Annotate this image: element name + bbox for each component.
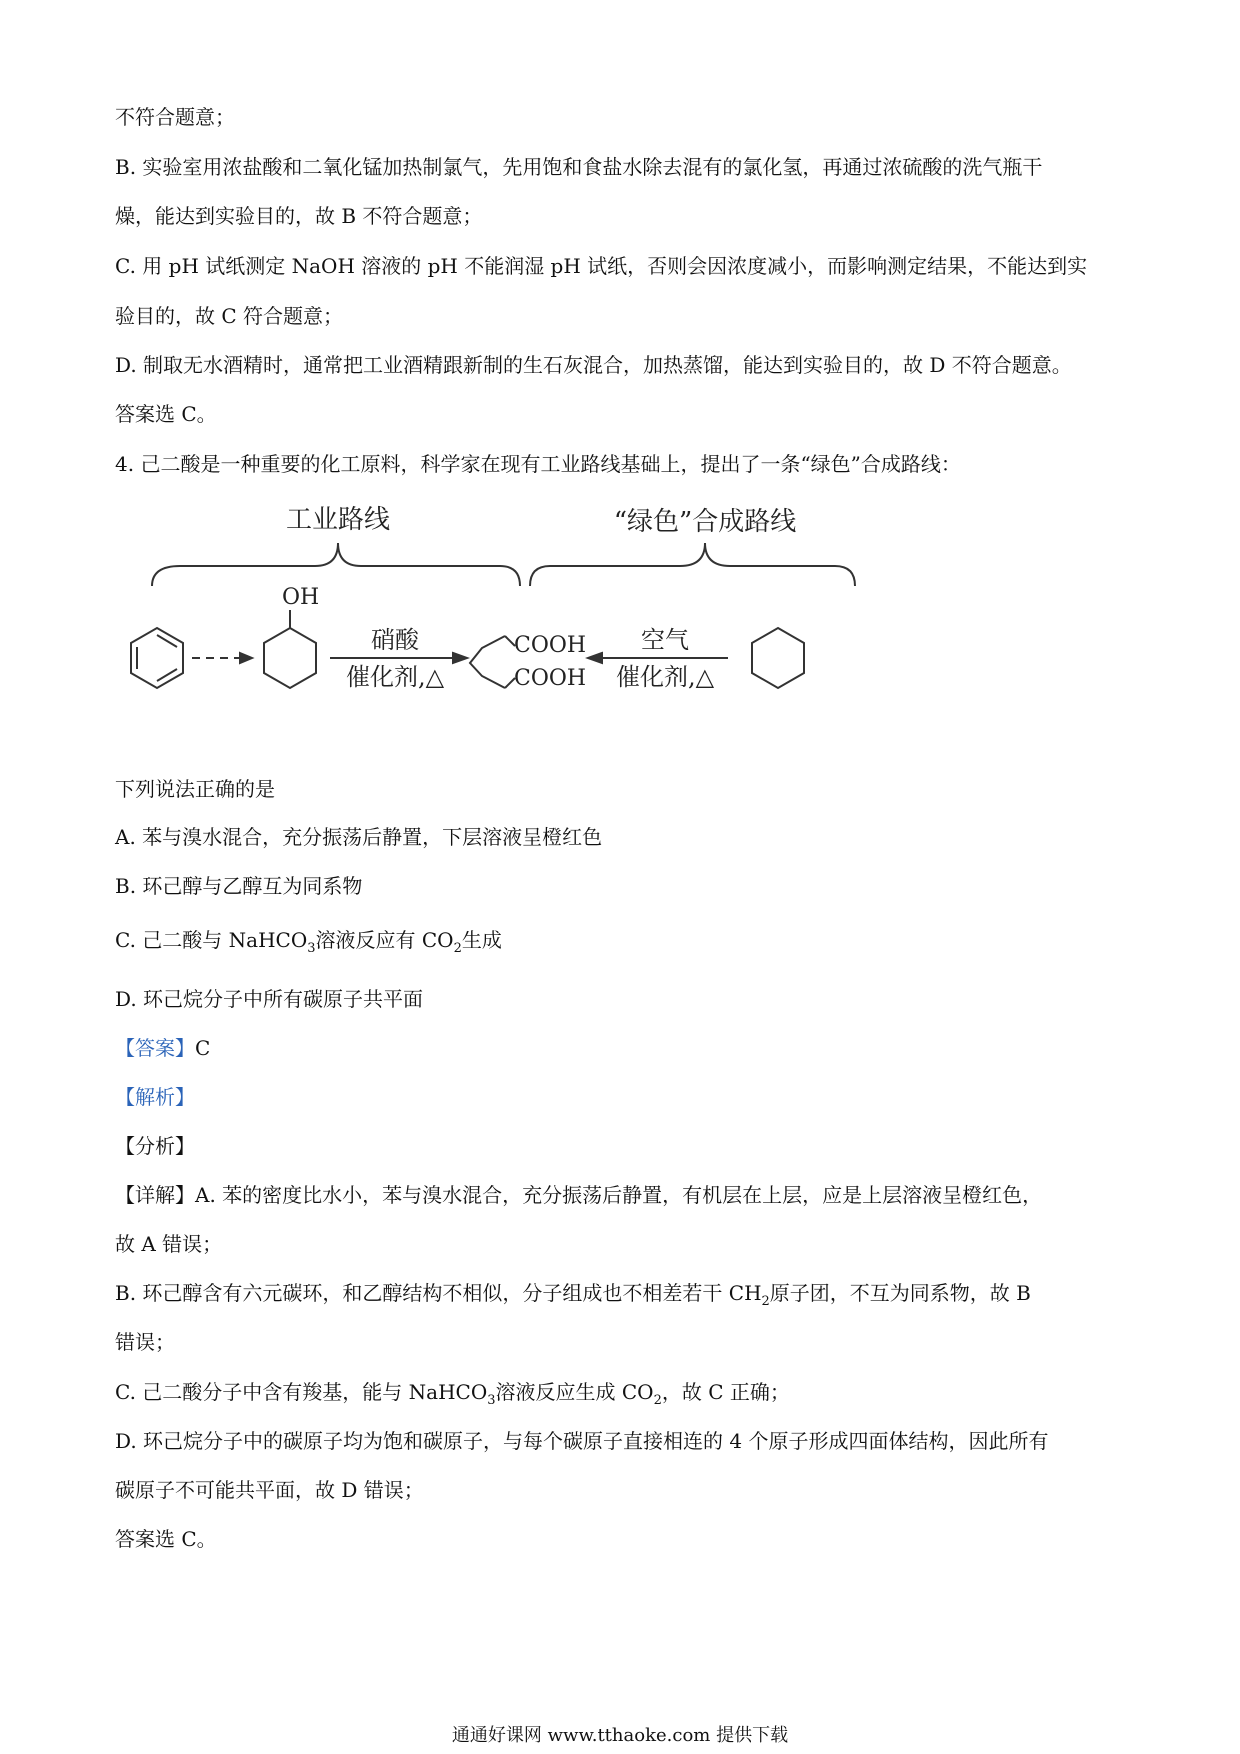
reagent-nitric-acid: 硝酸	[371, 626, 419, 654]
green-route-label: “绿色”合成路线	[613, 507, 797, 537]
industrial-route-brace	[152, 543, 520, 586]
answer-value: C	[195, 1036, 211, 1060]
reagent-air: 空气	[641, 626, 689, 654]
text-line: C. 用 pH 试纸测定 NaOH 溶液的 pH 不能润湿 pH 试纸，否则会因浓度减小，而影响测定结果，不能达到实	[115, 254, 1088, 278]
green-route-brace	[530, 543, 855, 586]
answer-label: 【答案】	[115, 1036, 195, 1060]
text-line: 不符合题意；	[115, 105, 235, 129]
analysis-label: 【解析】	[115, 1085, 195, 1109]
option-b: B. 环己醇与乙醇互为同系物	[115, 874, 363, 898]
detail-d-line2: 碳原子不可能共平面，故 D 错误；	[115, 1478, 424, 1502]
option-d: D. 环己烷分子中所有碳原子共平面	[115, 987, 424, 1011]
adipic-acid-structure	[470, 636, 515, 688]
detail-a-line1: 【详解】A. 苯的密度比水小，苯与溴水混合，充分振荡后静置，有机层在上层，应是上层溶液呈橙红色，	[115, 1183, 1043, 1207]
text-line: 燥，能达到实验目的，故 B 不符合题意；	[115, 204, 483, 228]
answer-line	[115, 1034, 210, 1062]
option-c: C. 己二酸与 NaHCO$_3$溶液反应有 $CO_2$生成	[115, 928, 502, 956]
cyclohexane-structure	[752, 628, 804, 688]
detail-conclusion: 答案选 C。	[115, 1527, 217, 1551]
condition-2: 催化剂,△	[615, 663, 715, 691]
detail-a-line2: 故 A 错误；	[115, 1232, 223, 1256]
benzene-structure	[131, 628, 183, 688]
cyclohexanol-structure	[264, 610, 316, 688]
fenxi-label: 【分析】	[115, 1134, 195, 1158]
page-footer: 通通好课网 www.tthaoke.com 提供下载	[451, 1725, 789, 1746]
detail-b-line1: B. 环己醇含有六元碳环，和乙醇结构不相似，分子组成也不相差若干 $CH_2$原子团，不互为同系物，故 B	[115, 1281, 1031, 1309]
industrial-route-label: 工业路线	[285, 505, 391, 535]
detail-d-line1: D. 环己烷分子中的碳原子均为饱和碳原子，与每个碳原子直接相连的 4 个原子形成四面体结构，因此所有	[115, 1429, 1049, 1453]
text-line: D. 制取无水酒精时，通常把工业酒精跟新制的生石灰混合，加热蒸馏，能达到实验目的，故 D 不符合题意。	[115, 353, 1072, 377]
cooh-top: COOH	[514, 633, 587, 658]
oh-label: OH	[282, 585, 320, 610]
detail-b-line2: 错误；	[115, 1330, 175, 1354]
text-line: 答案选 C。	[115, 402, 217, 426]
text-line: B. 实验室用浓盐酸和二氧化锰加热制氯气，先用饱和食盐水除去混有的氯化氢，再通过浓硫酸的洗气瓶干	[115, 155, 1043, 179]
synthesis-route-diagram	[110, 498, 870, 708]
detail-c: C. 己二酸分子中含有羧基，能与 NaHCO$_3$溶液反应生成 $CO_2$，故 C 正确；	[115, 1380, 790, 1408]
question-prompt: 下列说法正确的是	[115, 777, 275, 801]
condition-1: 催化剂,△	[345, 663, 445, 691]
option-a: A. 苯与溴水混合，充分振荡后静置，下层溶液呈橙红色	[115, 825, 603, 849]
question-4-stem: 4. 己二酸是一种重要的化工原料，科学家在现有工业路线基础上，提出了一条“绿色”合成路线：	[115, 452, 961, 476]
text-line: 验目的，故 C 符合题意；	[115, 304, 344, 328]
cooh-bottom: COOH	[514, 666, 587, 691]
